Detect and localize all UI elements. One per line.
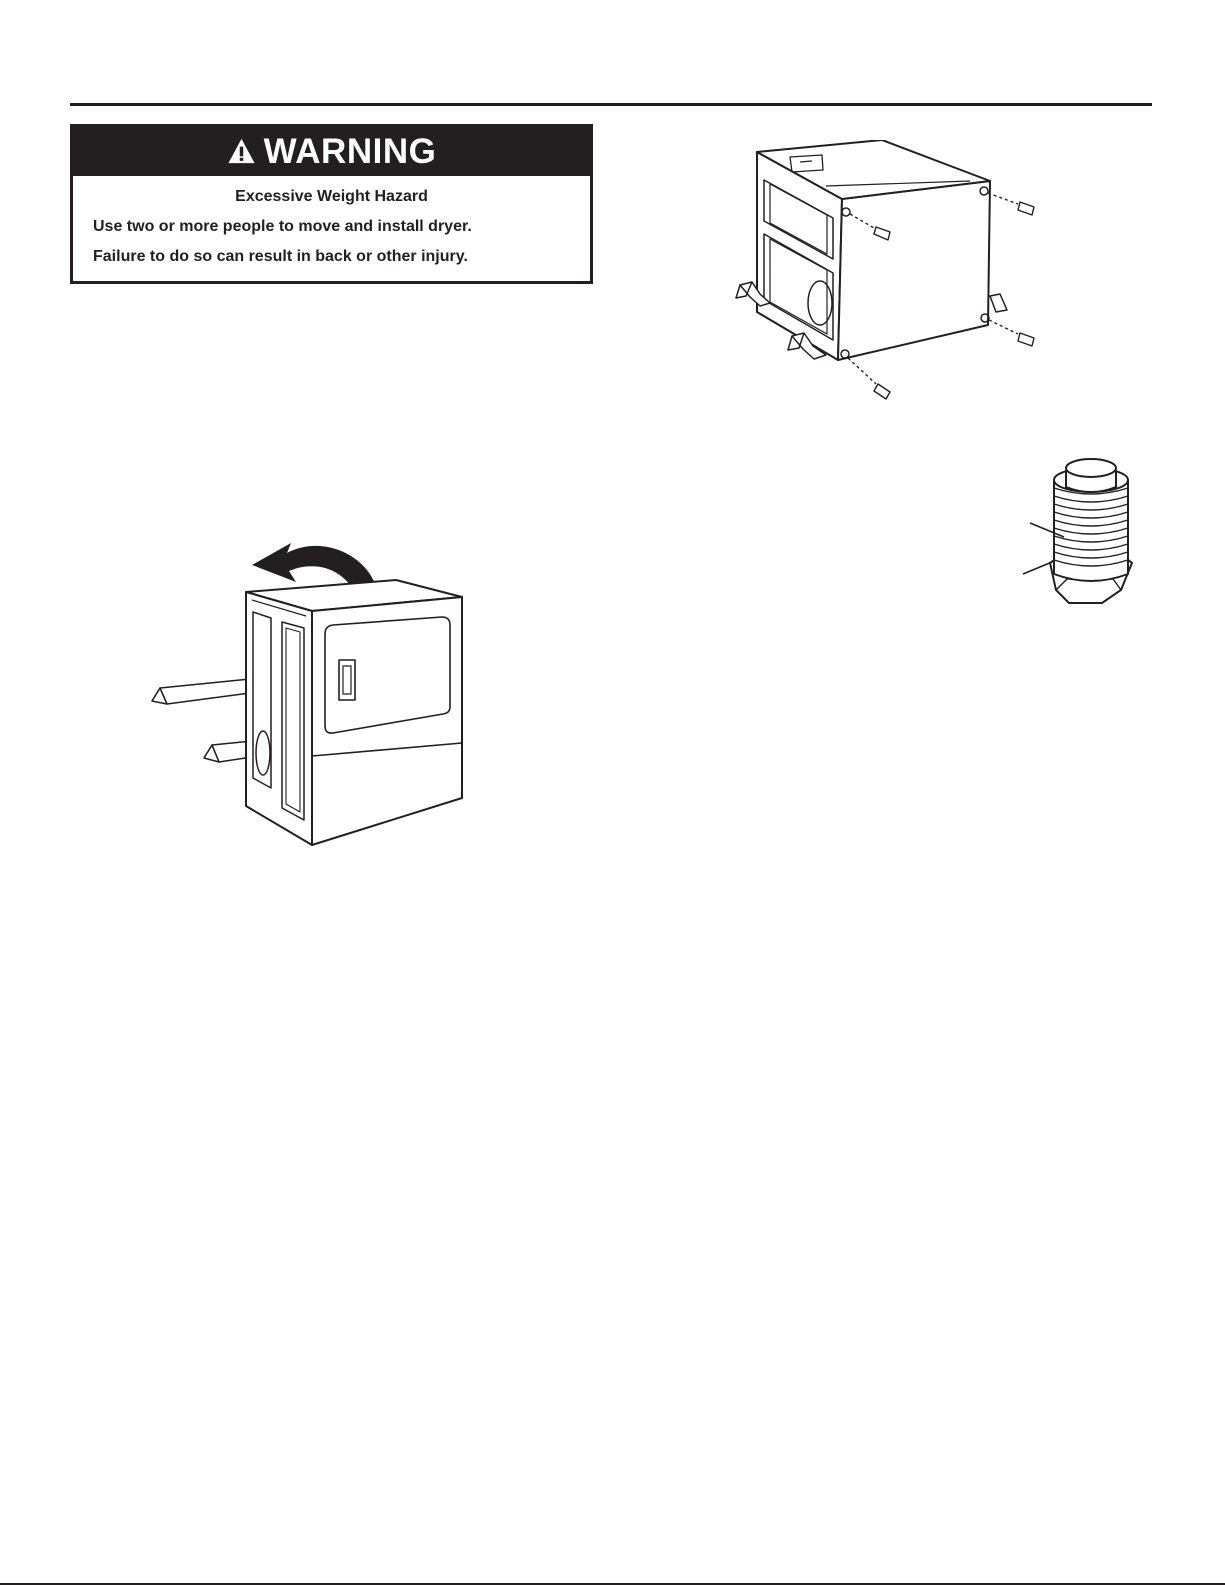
warning-title: WARNING — [263, 132, 437, 171]
warning-box — [70, 124, 593, 284]
tilt-dryer-figure — [135, 528, 475, 850]
top-rule — [70, 103, 1152, 106]
dryer-cabinet-side — [736, 140, 1007, 360]
corner-post — [160, 679, 250, 704]
leveling-leg-figure — [1010, 455, 1150, 610]
hazard-name: Excessive Weight Hazard — [235, 188, 428, 205]
dryer-cabinet — [246, 580, 462, 845]
warning-line: Use two or more people to move and install dryer. — [93, 218, 472, 235]
warning-line: Failure to do so can result in back or other injury. — [93, 248, 468, 265]
warning-header — [73, 127, 590, 176]
leg-screws-figure — [720, 140, 1050, 415]
alert-triangle-icon — [227, 137, 256, 166]
